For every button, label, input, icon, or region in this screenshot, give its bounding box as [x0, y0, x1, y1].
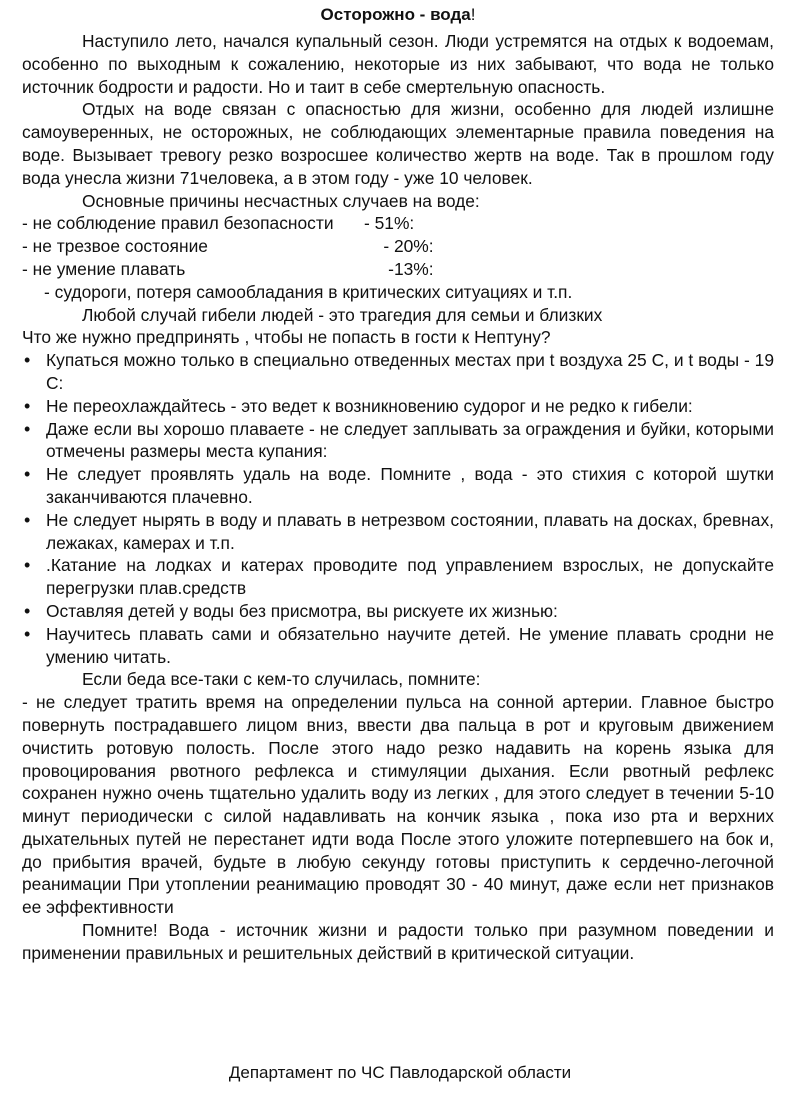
causes-heading: Основные причины несчастных случаев на воде: — [82, 190, 480, 211]
closing-paragraph: Помните! Вода - источник жизни и радости только при разумном поведении и применении правильных и решительных действий в критической ситуации. — [22, 920, 774, 963]
cause-value: - 20%: — [364, 236, 434, 257]
rules-list — [22, 349, 774, 668]
question-line: Что же нужно предпринять , чтобы не попасть в гости к Нептуну? — [22, 327, 551, 348]
cause-row — [22, 258, 774, 281]
list-item: • .Катание на лодках и катерах проводите под управлением взрослых, не допускайте перегрузки плав.средств — [22, 554, 774, 600]
footer-organization: Департамент по ЧС Павлодарской области — [228, 1063, 572, 1082]
emergency-text: - не следует тратить время на определении пульса на сонной артерии. Главное быстро повернуть пострадавшего лицом вниз, ввести два пальца в рот и круговым движением очистить ротовую полость. После этого надо резко надавить на корень языка для провоцирования рвотного рефлекса и стимуляции дыхания. Если рвотный рефлекс сохранен нужно очень тщательно удалить воду из легких , для этого следует в течении 5-10 минут периодически с силой надавливать на кончик языка , пока изо рта и верхних дыхательных путей не перестанет идти вода После этого уложите потерпевшего на бок и, до прибытия врачей, будьте в любую секунду готовы приступить к сердечно-легочной реанимации При утоплении реанимацию проводят 30 - 40 минут, даже если нет признаков ее эффективности — [22, 692, 774, 918]
list-item: • Не следует проявлять удаль на воде. Помните , вода - это стихия с которой шутки заканчиваются плачевно. — [22, 463, 774, 509]
list-item: • Не переохлаждайтесь - это ведет к возникновению судорог и не редко к гибели: — [22, 395, 774, 418]
emergency-heading: Если беда все-таки с кем-то случилась, помните: — [82, 669, 481, 690]
cause-value: -13%: — [364, 258, 434, 279]
list-item: • Даже если вы хорошо плаваете - не следует заплывать за ограждения и буйки, которыми отмечены размеры места купания: — [22, 418, 774, 464]
cause-label: - не трезвое состояние — [22, 236, 208, 257]
intro-paragraph-2: Отдых на воде связан с опасностью для жизни, особенно для людей излишне самоуверенных, не осторожных, не соблюдающих элементарные правила поведения на воде. Вызывает тревогу резко возросшее количество жертв на воде. Так в прошлом году вода унесла жизни 71человека, а в этом году - уже 10 человек. — [22, 99, 774, 188]
title-main: Осторожно - вода — [320, 5, 471, 24]
cause-row — [22, 212, 774, 235]
list-item: • Научитесь плавать сами и обязательно научите детей. Не умение плавать сродни не умению читать. — [22, 623, 774, 669]
cause-value: - 51%: — [364, 213, 415, 234]
document-page — [22, 4, 774, 965]
cause-label: - не умение плавать — [22, 258, 186, 279]
cause-extra: - судороги, потеря самообладания в критических ситуациях и т.п. — [44, 281, 573, 302]
cause-label: - не соблюдение правил безопасности — [22, 213, 334, 234]
list-item: • Оставляя детей у воды без присмотра, вы рискуете их жизнью: — [22, 600, 774, 623]
list-item: • Не следует нырять в воду и плавать в нетрезвом состоянии, плавать на досках, бревнах, лежаках, камерах и т.п. — [22, 509, 774, 555]
title-exclamation: ! — [470, 5, 476, 24]
cause-row — [22, 235, 774, 258]
list-item: • Купаться можно только в специально отведенных местах при t воздуха 25 С, и t воды - 19 С: — [22, 349, 774, 395]
tragedy-line: Любой случай гибели людей - это трагедия для семьи и близких — [82, 304, 603, 325]
document-title — [22, 4, 774, 26]
intro-paragraph-1: Наступило лето, начался купальный сезон. Люди устремятся на отдых к водоемам, особенно по выходным к сожалению, некоторые из них забывают, что вода не только источник бодрости и радости. Но и таит в себе смертельную опасность. — [22, 31, 774, 97]
